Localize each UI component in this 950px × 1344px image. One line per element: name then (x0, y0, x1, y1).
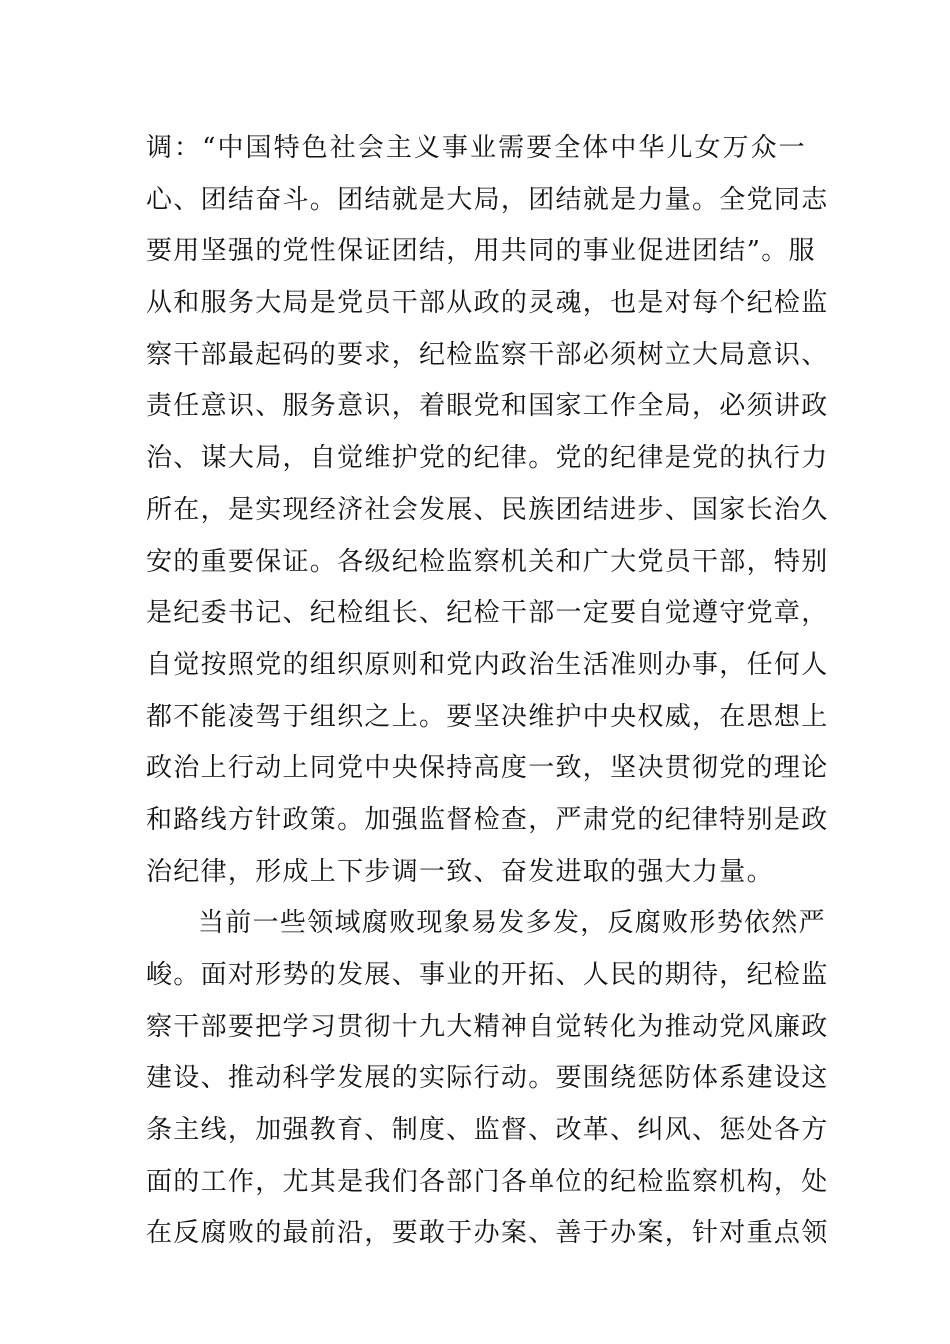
text-line: 调：“中国特色社会主义事业需要全体中华儿女万众一 (146, 133, 806, 163)
text-line: 安的重要保证。各级纪检监察机关和广大党员干部，特别 (146, 546, 829, 577)
text-line: 都不能凌驾于组织之上。要坚决维护中央权威，在思想上 (146, 701, 829, 732)
text-line: 峻。面对形势的发展、事业的开拓、人民的期待，纪检监 (146, 960, 829, 990)
text-line: 所在，是实现经济社会发展、民族团结进步、国家长治久 (146, 494, 829, 525)
text-line: 政治上行动上同党中央保持高度一致，坚决贯彻党的理论 (146, 753, 829, 784)
text-line: 自觉按照党的组织原则和党内政治生活准则办事，任何人 (146, 649, 829, 680)
document-body (146, 123, 829, 1260)
paragraph-1 (146, 123, 829, 898)
text-line: 要用坚强的党性保证团结，用共同的事业促进团结”。服 (146, 236, 816, 267)
text-line: 是纪委书记、纪检组长、纪检干部一定要自觉遵守党章， (146, 598, 829, 629)
text-line: 在反腐败的最前沿，要敢于办案、善于办案，针对重点领 (146, 1218, 829, 1249)
text-line: 面的工作，尤其是我们各部门各单位的纪检监察机构，处 (146, 1166, 829, 1197)
text-line: 察干部最起码的要求，纪检监察干部必须树立大局意识、 (146, 339, 829, 370)
text-line: 治、谋大局，自觉维护党的纪律。党的纪律是党的执行力 (146, 443, 829, 474)
text-line: 和路线方针政策。加强监督检查，严肃党的纪律特别是政 (146, 804, 829, 835)
text-line: 心、团结奋斗。团结就是大局，团结就是力量。全党同志 (146, 184, 829, 215)
text-line: 责任意识、服务意识，着眼党和国家工作全局，必须讲政 (146, 391, 829, 422)
text-line: 建设、推动科学发展的实际行动。要围绕惩防体系建设这 (146, 1063, 829, 1094)
text-line-indented: 当前一些领域腐败现象易发多发，反腐败形势依然严 (198, 908, 826, 939)
paragraph-2 (146, 898, 829, 1260)
text-line-last: 治纪律，形成上下步调一致、奋发进取的强大力量。 (146, 856, 774, 887)
text-line: 察干部要把学习贯彻十九大精神自觉转化为推动党风廉政 (146, 1011, 829, 1042)
text-line: 从和服务大局是党员干部从政的灵魂，也是对每个纪检监 (146, 288, 829, 319)
text-line: 条主线，加强教育、制度、监督、改革、纠风、惩处各方 (146, 1115, 829, 1146)
